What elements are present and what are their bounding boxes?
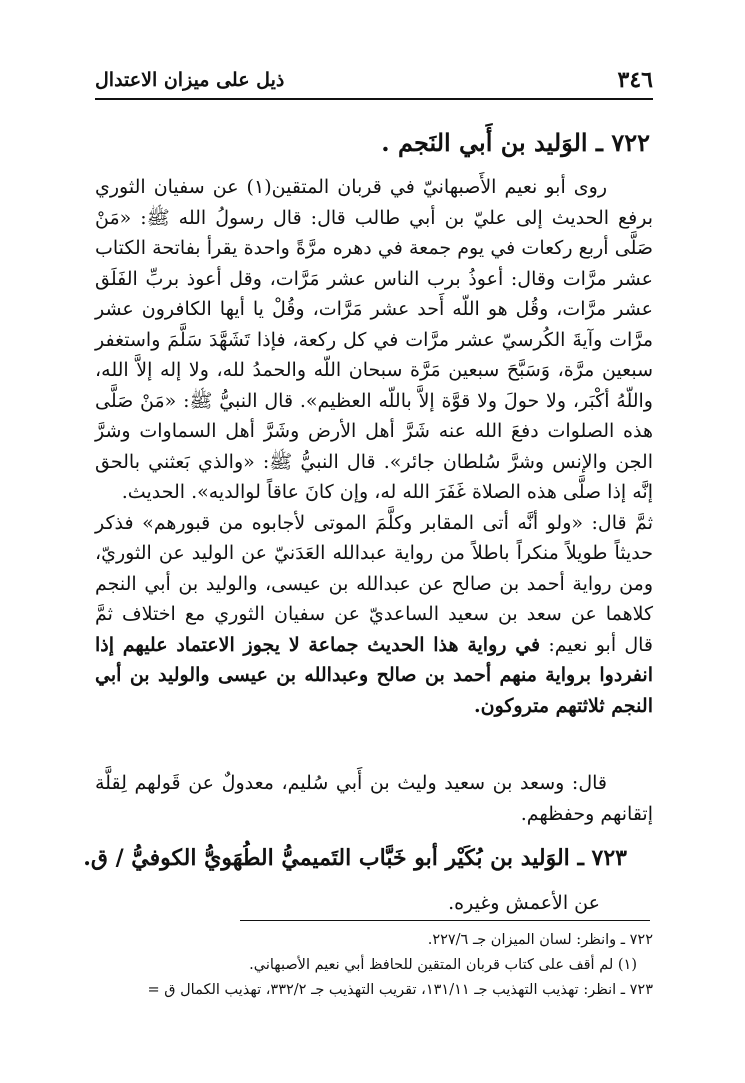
running-title: ذيل على ميزان الاعتدال bbox=[95, 69, 285, 91]
qala-paragraph: قال: وسعد بن سعيد وليث بن أَبي سُليم، معدولٌ عن قَولهم لِقلَّة إتقانهم وحفظهم. bbox=[95, 772, 653, 825]
footnotes bbox=[95, 928, 653, 1003]
page-number: ٣٤٦ bbox=[617, 67, 653, 93]
commentary-text: ثمَّ قال: «ولو أنَّه أتى المقابر وكلَّمَ الموتى لأجابوه من قبورهم» فذكر حديثاً طويلاً منكراً باطلاً من رواية عبدالله العَدَنيّ عن الوليد عن الثوريّ، ومن رواية أحمد بن صالح عن عبدالله بن عيسى، والوليد بن أبي النجم كلاهما عن سعد بن سعيد الساعديّ عن سفيان الثوري مع اختلاف ثمَّ قال أبو نعيم: bbox=[95, 511, 653, 656]
entry-723-title: ٧٢٣ ـ الوَليد بن بُكَيْر أبو خَبَّاب التَميميُّ الطُهَويُّ الكوفيُّ / ق. bbox=[83, 845, 627, 871]
footnote-divider bbox=[240, 920, 650, 921]
page-header bbox=[95, 62, 653, 100]
commentary-paragraph bbox=[95, 508, 653, 722]
abu-nuaym-verdict: في رواية هذا الحديث جماعة لا يجوز الاعتماد عليهم إذا انفردوا برواية منهم أحمد بن صالح وعبدالله بن عيسى والوليد بن أبي النجم ثلاثتهم متروكون. bbox=[95, 633, 653, 717]
footnote-722: ٧٢٢ ـ وانظر: لسان الميزان جـ ٢٢٧/٦. bbox=[427, 932, 653, 948]
entry-722-body bbox=[95, 172, 653, 721]
footnote-1: (١) لم أقف على كتاب قربان المتقين للحافظ أبي نعيم الأصبهاني. bbox=[249, 957, 637, 973]
narration-paragraph: روى أبو نعيم الأَصبهانيّ في قربان المتقين(١) عن سفيان الثوري برفع الحديث إلى عليّ بن أبي طالب قال: قال رسولُ الله ﷺ: «مَنْ صَلَّى أربع ركعات في يوم جمعة في دهره مرَّةً واحدة يقرأ بفاتحة الكتاب عشر مرَّات وقال: أعوذُ برب الناس عشر مَرَّات، وقل أعوذ بربِّ الفَلَق عشر مرَّات، وقُل هو اللّه أَحد عشر مَرَّات، وقُلْ يا أيها الكافرون عشر مرَّات وآيةَ الكُرسيّ عشر مرَّات في كل ركعة، فإذا تَشَهَّدَ سَلَّمَ واستغفر سبعين مرَّة، وَسَبَّحَ سبعين مَرَّة سبحان اللّه والحمدُ لله، ولا إله إلاَّ الله، واللّهُ أكْبَر، ولا حولَ ولا قوَّة إلاَّ باللّه العظيم». قال النبيُّ ﷺ: «مَنْ صَلَّى هذه الصلوات دفعَ الله عنه شَرَّ أهل الأرض وشَرَّ أهل السماوات وشرَّ الجن والإنس وشرَّ سُلطان جائر». قال النبيُّ ﷺ: «والذي بَعثني بالحق إنَّه إذا صلَّى هذه الصلاة غَفَرَ الله له، وإن كانَ عاقاً لوالديه». الحديث. bbox=[95, 176, 653, 503]
entry-723-subline: عن الأعمش وغيره. bbox=[448, 892, 600, 914]
footnote-723: ٧٢٣ ـ انظر: تهذيب التهذيب جـ ١٣١/١١، تقريب التهذيب جـ ٣٣٢/٢، تهذيب الكمال ق = bbox=[147, 982, 653, 998]
entry-722-title: ٧٢٢ ـ الوَليد بن أَبي النَجم . bbox=[381, 128, 650, 157]
